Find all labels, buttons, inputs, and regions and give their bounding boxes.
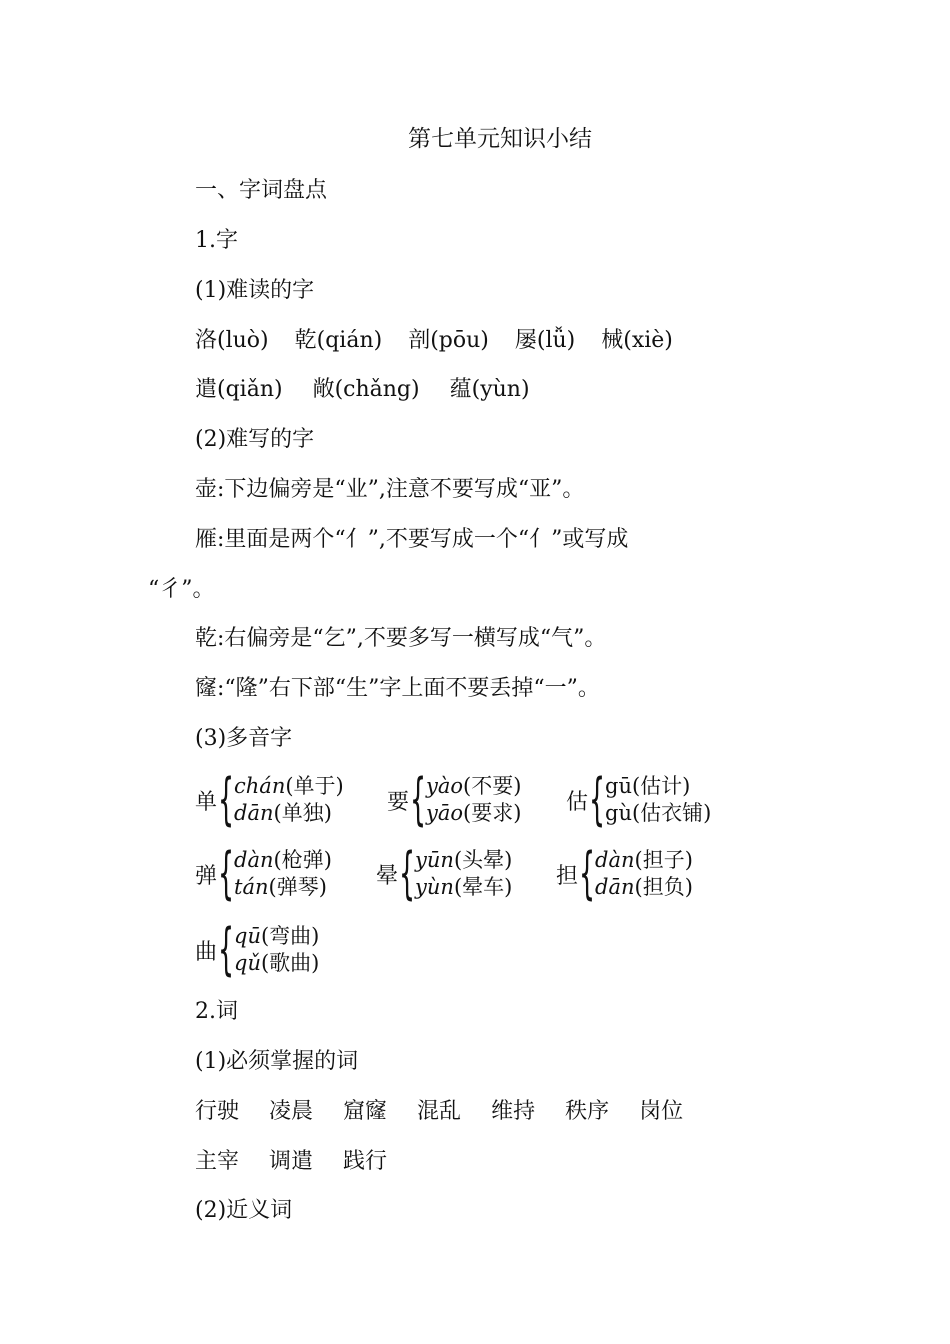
pinyin: tán xyxy=(234,875,269,899)
polyphone-char: 曲 xyxy=(195,939,218,965)
brace-icon: { xyxy=(589,767,606,832)
word-item: 岗位 xyxy=(639,1099,684,1124)
polyphone-char: 要 xyxy=(387,789,410,815)
section-heading: 一、字词盘点 xyxy=(195,178,328,203)
brace-icon: { xyxy=(399,841,416,906)
pinyin: dān xyxy=(234,801,274,825)
polyphone-dan-2 xyxy=(556,841,693,906)
example-word: (担子) xyxy=(634,848,693,872)
hard-read-item: 洛(luò) xyxy=(195,328,269,353)
pinyin: dàn xyxy=(595,848,635,872)
word-item: 维持 xyxy=(491,1099,536,1124)
subheading-synonyms: (2)近义词 xyxy=(195,1198,293,1223)
words-row-1 xyxy=(195,1097,683,1127)
hard-write-hu: 壶:下边偏旁是“业”,注意不要写成“亚”。 xyxy=(195,477,585,502)
pinyin: yāo xyxy=(426,801,464,825)
hard-write-yan-continued: “彳”。 xyxy=(148,577,215,602)
hard-read-item: 蕴(yùn) xyxy=(449,377,530,402)
word-item: 行驶 xyxy=(195,1099,240,1124)
word-item: 凌晨 xyxy=(269,1099,314,1124)
polyphone-char: 担 xyxy=(556,863,579,889)
hard-read-item: 敞(chǎng) xyxy=(312,377,420,402)
pinyin: chán xyxy=(234,774,286,798)
pinyin: gū xyxy=(605,774,632,798)
polyphone-gu xyxy=(566,767,712,832)
hard-read-item: 遣(qiǎn) xyxy=(195,377,283,402)
words-row-2 xyxy=(195,1147,387,1177)
example-word: (担负) xyxy=(634,875,693,899)
subheading-hard-to-read: (1)难读的字 xyxy=(195,278,315,303)
word-item: 践行 xyxy=(343,1149,388,1174)
hard-read-row-1 xyxy=(195,326,673,356)
example-word: (头晕) xyxy=(453,848,513,872)
subheading-characters: 1.字 xyxy=(195,228,238,253)
hard-read-row-2 xyxy=(195,375,530,405)
subheading-hard-to-write: (2)难写的字 xyxy=(195,427,315,452)
brace-icon: { xyxy=(218,917,235,982)
pinyin: gù xyxy=(605,801,632,825)
polyphone-yao xyxy=(387,767,522,832)
example-word: (不要) xyxy=(463,774,522,798)
example-word: (要求) xyxy=(463,801,522,825)
brace-icon: { xyxy=(579,841,596,906)
brace-icon: { xyxy=(410,767,427,832)
polyphone-char: 弹 xyxy=(195,863,218,889)
pinyin: dān xyxy=(595,875,635,899)
brace-icon: { xyxy=(218,767,235,832)
polyphone-char: 晕 xyxy=(376,863,399,889)
word-item: 调遣 xyxy=(269,1149,314,1174)
word-item: 主宰 xyxy=(195,1149,240,1174)
hard-read-item: 剖(pōu) xyxy=(408,328,489,353)
subheading-polyphones: (3)多音字 xyxy=(195,726,293,751)
pinyin: dàn xyxy=(234,848,274,872)
pinyin: yùn xyxy=(415,875,454,899)
example-word: (弹琴) xyxy=(268,875,327,899)
page-title: 第七单元知识小结 xyxy=(408,126,592,152)
subheading-must-know-words: (1)必须掌握的词 xyxy=(195,1049,359,1074)
example-word: (单独) xyxy=(273,801,332,825)
example-word: (枪弹) xyxy=(273,848,332,872)
example-word: (歌曲) xyxy=(260,951,320,975)
pinyin: qū xyxy=(234,924,261,948)
hard-write-yan: 雁:里面是两个“亻”,不要写成一个“亻”或写成 xyxy=(195,527,629,552)
subheading-words: 2.词 xyxy=(195,999,238,1024)
polyphone-dan-tan xyxy=(195,841,332,906)
word-item: 窟窿 xyxy=(343,1099,388,1124)
example-word: (估计) xyxy=(631,774,691,798)
hard-read-item: 屡(lǚ) xyxy=(514,328,576,353)
hard-write-long: 窿:“隆”右下部“生”字上面不要丢掉“一”。 xyxy=(195,676,600,701)
polyphone-char: 单 xyxy=(195,789,218,815)
polyphone-char: 估 xyxy=(566,789,589,815)
polyphone-dan xyxy=(195,767,344,832)
pinyin: yào xyxy=(426,774,464,798)
polyphone-qu xyxy=(195,917,320,982)
word-item: 混乱 xyxy=(417,1099,462,1124)
hard-read-item: 械(xiè) xyxy=(601,328,673,353)
pinyin: yūn xyxy=(415,848,454,872)
example-word: (弯曲) xyxy=(260,924,320,948)
example-word: (单于) xyxy=(285,774,344,798)
pinyin: qǔ xyxy=(234,951,261,975)
example-word: (晕车) xyxy=(453,875,513,899)
hard-write-qian: 乾:右偏旁是“乞”,不要多写一横写成“气”。 xyxy=(195,626,607,651)
polyphone-yun xyxy=(376,841,513,906)
hard-read-item: 乾(qián) xyxy=(294,328,383,353)
brace-icon: { xyxy=(218,841,235,906)
word-item: 秩序 xyxy=(565,1099,610,1124)
example-word: (估衣铺) xyxy=(631,801,712,825)
